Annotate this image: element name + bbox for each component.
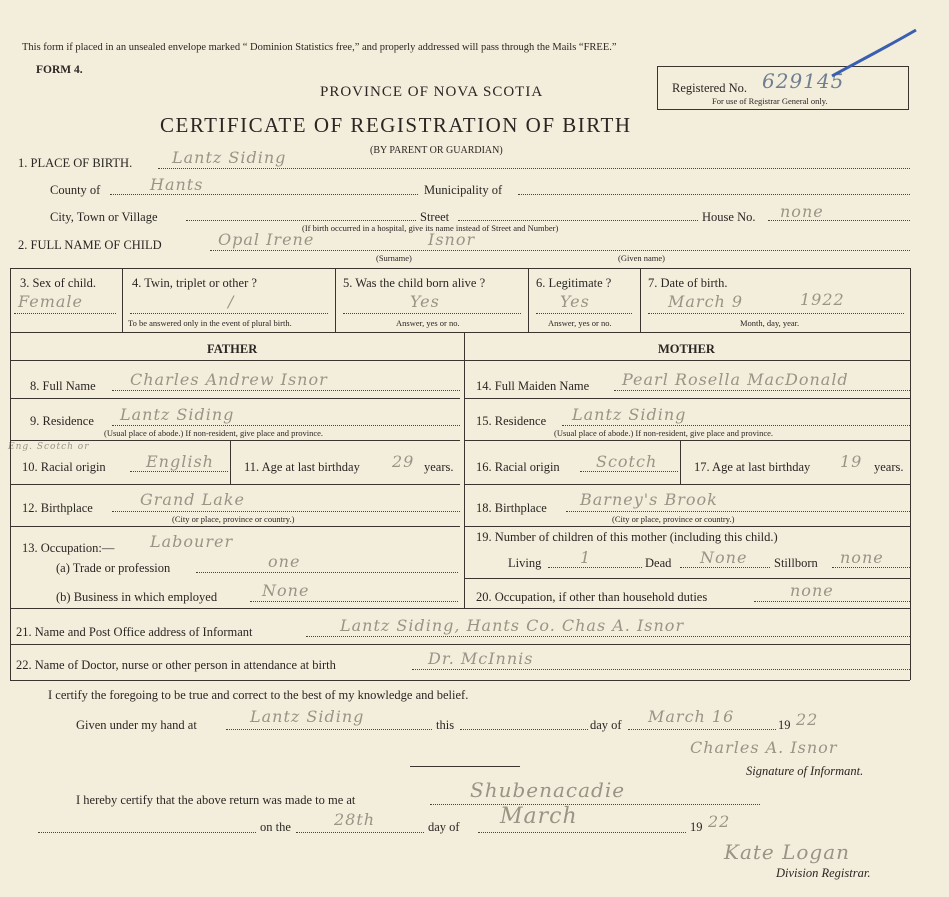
father-birthplace: Grand Lake — [140, 490, 245, 509]
certify-year-prefix: 19 — [778, 718, 791, 732]
informant-label: 21. Name and Post Office address of Informant — [16, 625, 253, 639]
child-surname: Isnor — [428, 230, 476, 249]
father-trade-label: (a) Trade or profession — [56, 561, 171, 575]
registered-label: Registered No. — [672, 81, 747, 95]
father-birthplace-note: (City or place, province or country.) — [172, 514, 295, 524]
municipality-label: Municipality of — [424, 183, 503, 197]
stillborn-label: Stillborn — [774, 556, 818, 570]
day-of-label: day of — [590, 718, 622, 732]
registrar-signature: Kate Logan — [724, 840, 851, 864]
mother-residence: Lantz Siding — [572, 405, 687, 424]
informant-value: Lantz Siding, Hants Co. Chas A. Isnor — [340, 616, 685, 635]
legitimate-note: Answer, yes or no. — [548, 318, 612, 328]
certify-text: I certify the foregoing to be true and correct to the best of my knowledge and belief. — [48, 688, 469, 702]
stillborn-count: none — [840, 548, 884, 567]
father-business: None — [262, 581, 310, 600]
father-occupation-label: 13. Occupation:— — [22, 541, 115, 555]
certificate-subtitle: (BY PARENT OR GUARDIAN) — [370, 145, 503, 156]
mother-age-label: 17. Age at last birthday — [694, 460, 811, 474]
mother-racial-label: 16. Racial origin — [476, 460, 560, 474]
mother-heading: MOTHER — [658, 342, 715, 356]
father-name: Charles Andrew Isnor — [130, 370, 328, 389]
place-of-birth-label: 1. PLACE OF BIRTH. — [18, 156, 133, 170]
registrar-note: For use of Registrar General only. — [712, 96, 828, 106]
given-at-place: Lantz Siding — [250, 707, 365, 726]
sex-label: 3. Sex of child. — [20, 276, 97, 290]
mother-birthplace: Barney's Brook — [580, 490, 718, 509]
father-occupation-value: Labourer — [150, 532, 234, 551]
registrar-day-of-label: day of — [428, 820, 460, 834]
city-label: City, Town or Village — [50, 210, 158, 224]
birth-year-value: 1922 — [800, 290, 845, 309]
legitimate-label: 6. Legitimate ? — [536, 276, 612, 290]
registrar-year-prefix: 19 — [690, 820, 703, 834]
certify-date: March 16 — [648, 707, 735, 726]
street-note: (If birth occurred in a hospital, give its name instead of Street and Number) — [302, 223, 559, 233]
mother-name-label: 14. Full Maiden Name — [476, 379, 590, 393]
on-the-label: on the — [260, 820, 291, 834]
given-name-caption: (Given name) — [618, 253, 665, 263]
mother-birthplace-label: 18. Birthplace — [476, 501, 547, 515]
father-age-label: 11. Age at last birthday — [244, 460, 360, 474]
mother-residence-label: 15. Residence — [476, 414, 547, 428]
alive-value: Yes — [410, 292, 440, 311]
mother-birthplace-note: (City or place, province or country.) — [612, 514, 735, 524]
date-of-birth-label: 7. Date of birth. — [648, 276, 728, 290]
blue-check-mark — [830, 28, 920, 88]
children-count-label: 19. Number of children of this mother (including this child.) — [476, 530, 778, 544]
twin-value: / — [228, 292, 235, 311]
twin-note: To be answered only in the event of plural birth. — [128, 318, 292, 328]
registrar-month: March — [500, 804, 578, 829]
street-label: Street — [420, 210, 450, 224]
living-count: 1 — [580, 548, 592, 567]
form-number: FORM 4. — [36, 64, 83, 76]
doctor-value: Dr. McInnis — [428, 649, 534, 668]
legitimate-value: Yes — [560, 292, 590, 311]
father-residence: Lantz Siding — [120, 405, 235, 424]
father-trade: one — [268, 552, 301, 571]
mother-name: Pearl Rosella MacDonald — [622, 370, 849, 389]
registrar-place: Shubenacadie — [470, 778, 626, 802]
father-residence-note: (Usual place of abode.) If non-resident, give place and province. — [104, 428, 324, 438]
registrar-caption: Division Registrar. — [776, 866, 871, 880]
father-birthplace-label: 12. Birthplace — [22, 501, 93, 515]
alive-note: Answer, yes or no. — [396, 318, 460, 328]
province-heading: PROVINCE OF NOVA SCOTIA — [320, 84, 544, 100]
given-at-label: Given under my hand at — [76, 718, 197, 732]
father-heading: FATHER — [207, 342, 258, 356]
father-residence-label: 9. Residence — [30, 414, 94, 428]
registered-number: 629145 — [762, 69, 845, 93]
mother-occupation: none — [790, 581, 834, 600]
mother-age: 19 — [840, 452, 863, 471]
father-racial-margin: Eng. Scotch or — [8, 442, 90, 452]
house-label: House No. — [702, 210, 756, 224]
registrar-day: 28th — [334, 810, 376, 829]
living-label: Living — [508, 556, 542, 570]
mother-racial-origin: Scotch — [596, 452, 658, 471]
child-name-label: 2. FULL NAME OF CHILD — [18, 238, 162, 252]
father-age: 29 — [392, 452, 415, 471]
father-age-years: years. — [424, 460, 454, 474]
certify-year: 22 — [796, 710, 819, 729]
dead-label: Dead — [645, 556, 672, 570]
twin-label: 4. Twin, triplet or other ? — [132, 276, 257, 290]
mother-occupation-label: 20. Occupation, if other than household duties — [476, 590, 708, 604]
father-name-label: 8. Full Name — [30, 379, 96, 393]
doctor-label: 22. Name of Doctor, nurse or other person in attendance at birth — [16, 658, 336, 672]
sex-value: Female — [18, 292, 83, 311]
informant-signature-caption: Signature of Informant. — [746, 764, 864, 778]
father-racial-origin: English — [146, 452, 214, 471]
place-of-birth-value: Lantz Siding — [172, 148, 287, 167]
date-note: Month, day, year. — [740, 318, 800, 328]
alive-label: 5. Was the child born alive ? — [343, 276, 486, 290]
certificate-title: CERTIFICATE OF REGISTRATION OF BIRTH — [160, 113, 632, 137]
informant-signature: Charles A. Isnor — [690, 738, 838, 757]
county-value: Hants — [150, 175, 204, 194]
mail-note: This form if placed in an unsealed envelope marked “ Dominion Statistics free,” and properly addressed will pass through the Mails “FREE.” — [22, 42, 617, 53]
county-label: County of — [50, 183, 101, 197]
dead-count: None — [700, 548, 748, 567]
registrar-text: I hereby certify that the above return was made to me at — [76, 793, 356, 807]
surname-caption: (Surname) — [376, 253, 412, 263]
house-value: none — [780, 202, 824, 221]
father-business-label: (b) Business in which employed — [56, 590, 218, 604]
registrar-year: 22 — [708, 812, 731, 831]
father-racial-label: 10. Racial origin — [22, 460, 106, 474]
mother-age-years: years. — [874, 460, 904, 474]
this-label: this — [436, 718, 455, 732]
child-given-name: Opal Irene — [218, 230, 315, 249]
date-of-birth-value: March 9 — [668, 292, 744, 311]
mother-residence-note: (Usual place of abode.) If non-resident, give place and province. — [554, 428, 774, 438]
